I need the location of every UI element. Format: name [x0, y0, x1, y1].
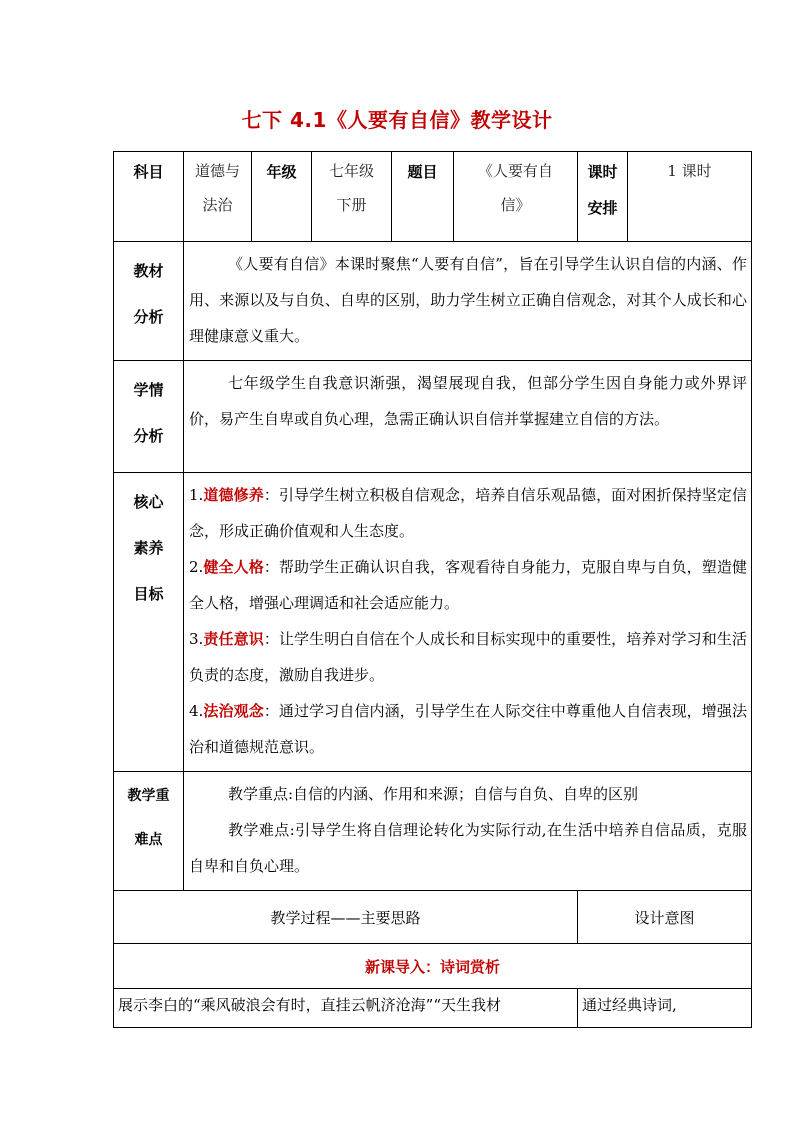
- core-goals-label-line3: 目标: [133, 585, 164, 603]
- goal-num: 3.: [189, 630, 204, 648]
- topic-value-line2: 信》: [500, 196, 531, 214]
- goal-text: ：引导学生树立积极自信观念，培养自信乐观品德，面对困折保持坚定信念，形成正确价值观和人生态度。: [189, 486, 747, 540]
- hours-value: 1 课时: [628, 152, 752, 242]
- subject-value-line1: 道德与: [194, 162, 240, 180]
- core-goals-label-line2: 素养: [133, 539, 164, 557]
- goal-num: 2.: [189, 558, 204, 576]
- last-row-right: 通过经典诗词,: [578, 989, 752, 1028]
- goal-key: 责任意识: [203, 630, 264, 648]
- process-header-row: [114, 891, 752, 944]
- hours-label-line1: 课时: [587, 163, 618, 181]
- core-goals-list: [184, 473, 752, 772]
- last-row: [114, 989, 752, 1028]
- core-goals-label-line1: 核心: [133, 493, 164, 511]
- topic-value: [454, 152, 578, 242]
- key-points-label: [114, 772, 184, 891]
- subject-value-line2: 法治: [202, 196, 233, 214]
- core-goals-row: [114, 473, 752, 772]
- student-analysis-label-line2: 分析: [133, 427, 164, 445]
- goal-item: [189, 549, 747, 621]
- goal-text: ：让学生明白自信在个人成长和目标实现中的重要性，培养对学习和生活负责的态度，激励自我进步。: [189, 630, 747, 684]
- process-header-left: 教学过程——主要思路: [114, 891, 578, 944]
- key-difficulty: 教学难点:引导学生将自信理论转化为实际行动,在生活中培养自信品质，克服自卑和自负心理。: [189, 821, 747, 875]
- goal-key: 健全人格: [203, 558, 264, 576]
- student-analysis-row: [114, 361, 752, 473]
- grade-label: 年级: [252, 152, 312, 242]
- key-points-label-line1: 教学重: [127, 788, 170, 804]
- new-lesson-title: 新课导入：诗词赏析: [114, 944, 752, 989]
- page-title: 七下 4.1《人要有自信》教学设计: [241, 108, 553, 132]
- key-focus: 教学重点:自信的内涵、作用和来源；自信与自负、自卑的区别: [228, 785, 639, 803]
- process-header-right: 设计意图: [578, 891, 752, 944]
- goal-num: 4.: [189, 702, 204, 720]
- hours-label-line2: 安排: [587, 199, 618, 217]
- info-row: [114, 152, 752, 242]
- last-row-left: 展示李白的“乘风破浪会有时，直挂云帆济沧海”“天生我材: [114, 989, 578, 1028]
- textbook-analysis-label-line1: 教材: [133, 262, 164, 280]
- goal-num: 1.: [189, 486, 204, 504]
- student-analysis-label: [114, 361, 184, 473]
- student-analysis-text: 七年级学生自我意识渐强，渴望展现自我，但部分学生因自身能力或外界评价，易产生自卑或自负心理，急需正确认识自信并掌握建立自信的方法。: [184, 361, 752, 473]
- lesson-plan-table: [113, 151, 752, 1028]
- goal-text: ：通过学习自信内涵，引导学生在人际交往中尊重他人自信表现，增强法治和道德规范意识。: [189, 702, 747, 756]
- core-goals-label: [114, 473, 184, 772]
- key-points-label-line2: 难点: [134, 832, 163, 848]
- textbook-analysis-row: [114, 242, 752, 361]
- student-analysis-label-line1: 学情: [133, 381, 164, 399]
- textbook-analysis-label: [114, 242, 184, 361]
- grade-value-line1: 七年级: [328, 162, 374, 180]
- key-points-row: [114, 772, 752, 891]
- grade-value-line2: 下册: [336, 196, 367, 214]
- goal-item: [189, 621, 747, 693]
- subject-label: 科目: [114, 152, 184, 242]
- textbook-analysis-label-line2: 分析: [133, 308, 164, 326]
- hours-label: [578, 152, 628, 242]
- goal-key: 法治观念: [203, 702, 264, 720]
- key-points-text: [184, 772, 752, 891]
- grade-value: [312, 152, 392, 242]
- topic-value-line1: 《人要有自: [477, 162, 553, 180]
- topic-label: 题目: [392, 152, 454, 242]
- goal-text: ：帮助学生正确认识自我，客观看待自身能力，克服自卑与自负，塑造健全人格，增强心理调适和社会适应能力。: [189, 558, 747, 612]
- textbook-analysis-text: 《人要有自信》本课时聚焦“人要有自信”，旨在引导学生认识自信的内涵、作用、来源以及与自负、自卑的区别，助力学生树立正确自信观念，对其个人成长和心理健康意义重大。: [184, 242, 752, 361]
- goal-item: [189, 693, 747, 765]
- subject-value: [184, 152, 252, 242]
- new-lesson-row: [114, 944, 752, 989]
- goal-item: [189, 477, 747, 549]
- goal-key: 道德修养: [203, 486, 264, 504]
